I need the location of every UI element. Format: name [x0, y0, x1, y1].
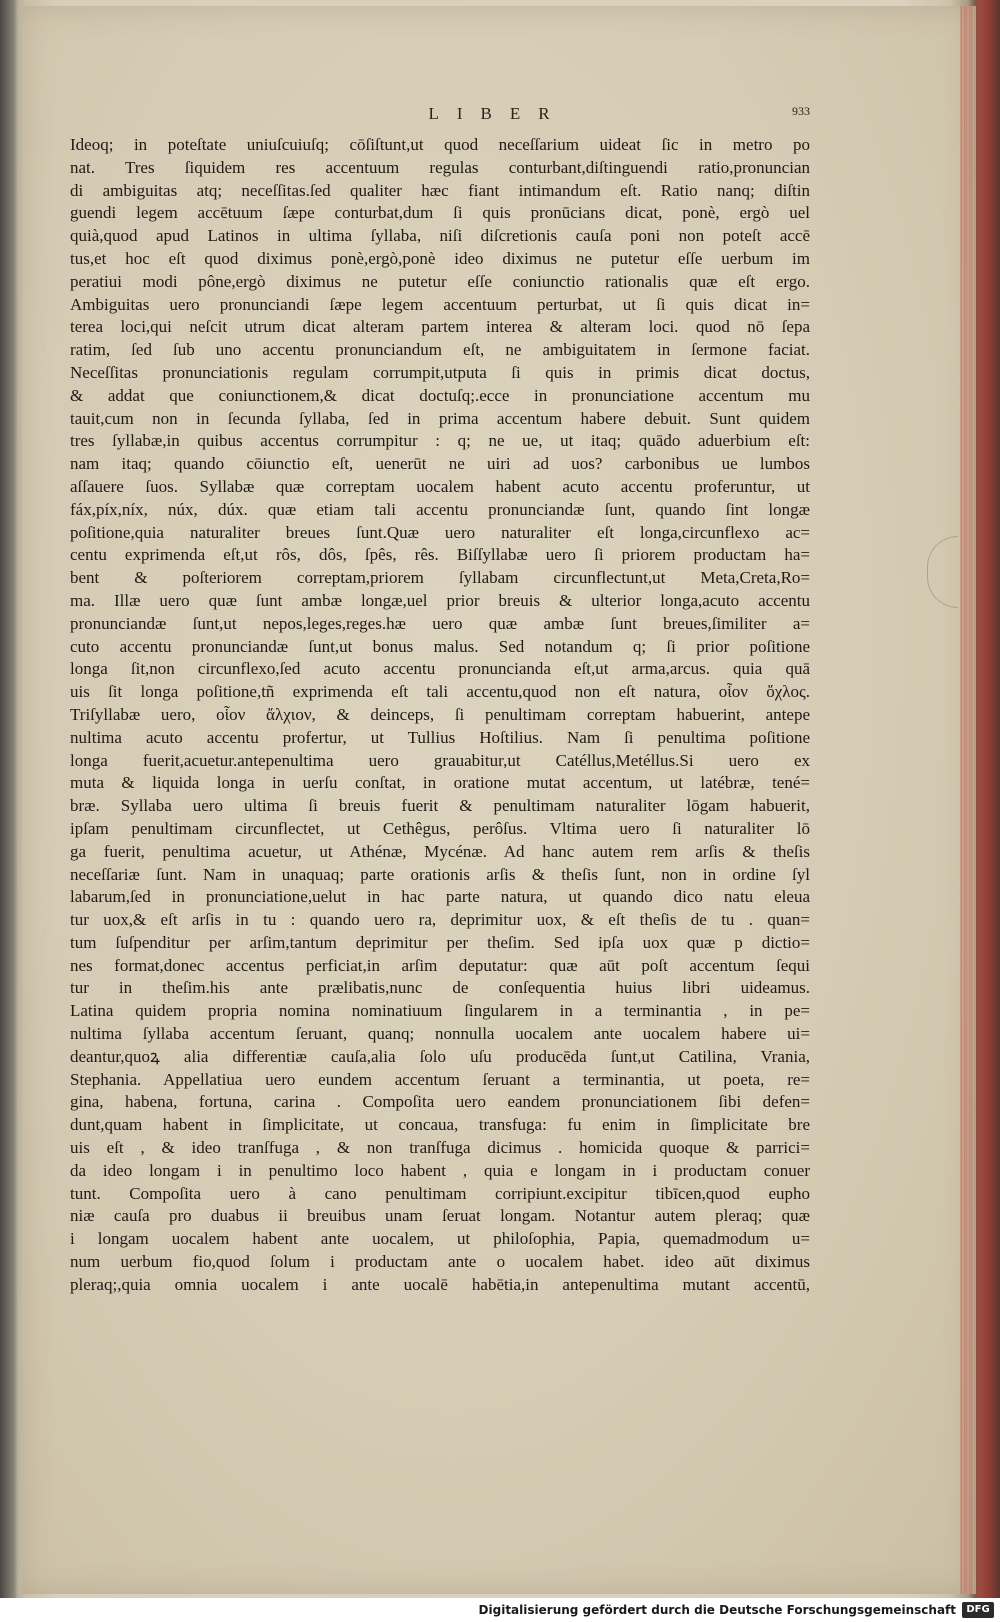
- text-line: pleraq;,quia omnia uocalem i ante uocalē habētia,in antepenultima mutant accentū,: [70, 1274, 810, 1294]
- text-line: da ideo longam i in penultimo loco habent , quia e longam in i productam conuer: [70, 1160, 810, 1180]
- text-line: deantur,quoꝝ alia differentiæ cauſa,alia ſolo uſu producēda ſunt,ut Catilina, Vrania,: [70, 1046, 810, 1066]
- text-line: tum ſuſpenditur per arſim,tantum deprimitur per theſim. Sed ipſa uox quæ p dictio=: [70, 932, 810, 952]
- text-line: longa ſit,non circunflexo,ſed acuto accentu pronuncianda eſt,ut arma,arcus. quia quā: [70, 659, 810, 679]
- text-line: & addat que coniunctionem,& dicat doctuſq;.ecce in pronunciatione accentum mu: [70, 385, 810, 405]
- text-line: nat. Tres ſiquidem res accentuum regulas conturbant,diſtinguendi ratio,pronuncian: [70, 157, 810, 177]
- text-line: Triſyllabæ uero, οἷον ἄλχιον, & deinceps, ſi penultimam correptam habuerint, antepe: [70, 704, 810, 724]
- text-line: tres ſyllabæ,in quibus accentus corrumpitur : q; ne ue, ut itaq; quādo aduerbium eſt:: [70, 431, 810, 451]
- text-line: centu exprimenda eſt,ut rôs, dôs, ſpês, rês. Biſſyllabæ uero ſi priorem productam ha=: [70, 545, 810, 565]
- text-line: Neceſſitas pronunciationis regulam corrumpit,utputa ſi quis in primis dicat doctus,: [70, 362, 810, 382]
- text-line: dunt,quam habent in ſimplicitate, ut concaua, transfuga: fu enim in ſimplicitate bre: [70, 1115, 810, 1135]
- text-line: tus,et hoc eſt quod diximus ponè,ergò,ponè ideo diximus ne putetur eſſe uerbum im: [70, 248, 810, 268]
- text-line: neceſſariæ ſunt. Nam in unaquaq; parte orationis arſis & theſis ſunt, non in ordine ſyl: [70, 864, 810, 884]
- text-line: tur in theſim.his ante prælibatis,nunc de conſequentia huius libri uideamus.: [70, 978, 810, 998]
- text-line: ratim, ſed ſub uno accentu pronunciandum eſt, ne ambiguitatem in ſermone faciat.: [70, 340, 810, 360]
- text-line: Stephania. Appellatiua uero eundem accentum ſeruant a terminantia, ut poeta, re=: [70, 1069, 810, 1089]
- text-line: guendi legem accētuum ſæpe conturbat,dum ſi quis pronūcians dicat, ponè, ergò uel: [70, 203, 810, 223]
- book-page: [22, 6, 976, 1594]
- body-text: [70, 134, 810, 1297]
- text-line: aſſauere ſuos. Syllabæ quæ correptam uocalem habent acuto accentu proferuntur, ut: [70, 476, 810, 496]
- running-head: LIBER: [428, 104, 568, 123]
- text-line: ipſam penultimam circunflectet, ut Cethêgus, perôſus. Vltima uero ſi naturaliter lō: [70, 818, 810, 838]
- text-line: ga fuerit, penultima acuetur, ut Athénæ, Mycénæ. Ad hanc autem rem arſis & theſis: [70, 841, 810, 861]
- text-line: peratiui modi pône,ergò diximus ne putetur eſſe coniunctio rationalis quæ eſt ergo.: [70, 271, 810, 291]
- footer-credit: Digitalisierung gefördert durch die Deutsche Forschungsgemeinschaft: [478, 1603, 956, 1617]
- text-line: tur uox,& eſt arſis in tu : quando uero ra, deprimitur uox, & eſt theſis de tu . quan=: [70, 910, 810, 930]
- text-line: labarum,ſed in pronunciatione,uelut in hac parte natura, ut quando dico natu eleua: [70, 887, 810, 907]
- text-line: pronunciandæ ſunt,ut nepos,leges,reges.hæ uero quæ ambæ ſunt breues,ſimiliter a=: [70, 613, 810, 633]
- margin-mark: [927, 536, 958, 608]
- text-line: nultima ſyllaba accentum ſeruant, quanq; nonnulla uocalem ante uocalem habere ui=: [70, 1024, 810, 1044]
- text-line: bent & poſteriorem correptam,priorem ſyllabam circunflectunt,ut Meta,Creta,Ro=: [70, 568, 810, 588]
- text-line: Ideoq; in poteſtate uniuſcuiuſq; cōſiſtunt,ut quod neceſſarium uideat ſic in metro po: [70, 135, 810, 154]
- page-edge-red: [960, 6, 974, 1594]
- text-line: nam itaq; quando cōiunctio eſt, uenerūt ne uiri ad uos? carbonibus ue lumbos: [70, 454, 810, 474]
- text-line: i longam uocalem habent ante uocalem, ut philoſophia, Papia, quemadmodum u=: [70, 1229, 810, 1249]
- text-line: poſitione,quia naturaliter breues ſunt.Quæ uero naturaliter eſt longa,circunflexo ac=: [70, 522, 810, 542]
- text-line: ma. Illæ uero quæ ſunt ambæ longæ,uel prior breuis & ulterior longa,acuto accentu: [70, 590, 810, 610]
- text-line: cuto accentu pronunciandæ ſunt,ut bonus malus. Sed notandum q; ſi prior poſitione: [70, 636, 810, 656]
- text-line: Ambiguitas uero pronunciandi ſæpe legem accentuum perturbat, ut ſi quis dicat in=: [70, 294, 810, 314]
- text-line: di ambiguitas atq; neceſſitas.ſed qualiter hæc fiant intimandum eſt. Ratio nanq; diſtin: [70, 180, 810, 200]
- text-line: tunt. Compoſita uero à cano penultimam corripiunt.excipitur tibīcen,quod eupho: [70, 1183, 810, 1203]
- dfg-logo: DFG: [962, 1602, 994, 1618]
- text-line: longa fuerit,acuetur.antepenultima uero grauabitur,ut Catéllus,Metéllus.Si uero ex: [70, 750, 810, 770]
- text-line: tauit,cum non in ſecunda ſyllaba, ſed in prima accentum habere debuit. Sunt quidem: [70, 408, 810, 428]
- text-line: terea loci,qui neſcit utrum dicat alteram partem interea & alteram loci. quod nō ſepa: [70, 317, 810, 337]
- text-line: niæ cauſa pro duabus ii breuibus unam ſeruat longam. Notantur autem pleraq; quæ: [70, 1206, 810, 1226]
- folio-number: 933: [792, 104, 810, 118]
- text-line: uis ſit longa poſitione,tñ exprimenda eſt tali accentu,quod non eſt natura, οἷον ὄχλος.: [70, 682, 810, 702]
- text-line: gina, habena, fortuna, carina . Compoſita uero eandem pronunciationem ſibi defen=: [70, 1092, 810, 1112]
- text-line: fáx,píx,níx, núx, dúx. quæ etiam tali accentu pronunciandæ ſunt, quando ſint longæ: [70, 499, 810, 519]
- text-line: muta & liquida longa in uerſu conſtat, in oratione mutat accentum, ut latébræ, tené=: [70, 773, 810, 793]
- text-line: Latina quidem propria nomina nominatiuum ſingularem in a terminantia , in pe=: [70, 1001, 810, 1021]
- text-line: uis eſt , & ideo tranſfuga , & non tranſfuga dicimus . homicida quoque & parrici=: [70, 1138, 810, 1158]
- text-line: nes format,donec accentus perficiat,in arſim deputatur: quæ aūt poſt accentum ſequi: [70, 955, 810, 975]
- text-line: bræ. Syllaba uero ultima ſi breuis fuerit & penultimam naturaliter lōgam habuerit,: [70, 796, 810, 816]
- text-line: num uerbum fio,quod ſolum i productam ante o uocalem habet. ideo aūt diximus: [70, 1252, 810, 1272]
- footer-bar: [0, 1598, 1000, 1622]
- text-line: quià,quod apud Latinos in ultima ſyllaba, niſi diſcretionis cauſa poni non poteſt accē: [70, 226, 810, 246]
- text-line: nultima acuto accentu profertur, ut Tullius Hoſtilius. Nam ſi penultima poſitione: [70, 727, 810, 747]
